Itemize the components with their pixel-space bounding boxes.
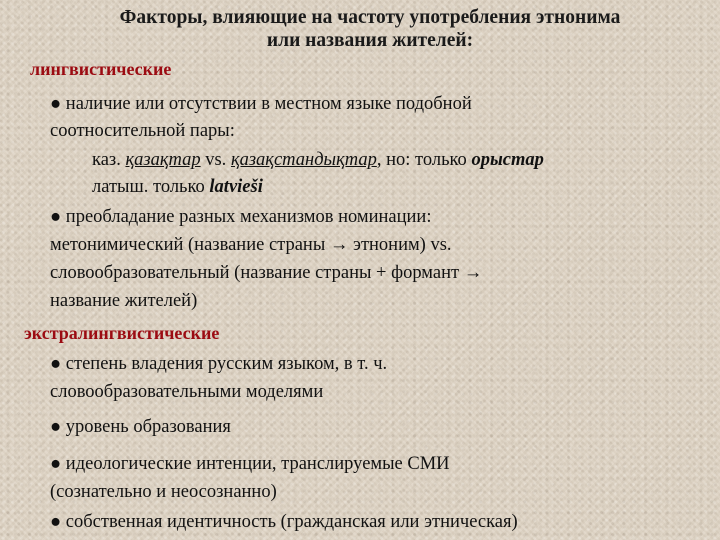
kazakh-word-orystar: орыстар <box>471 150 544 170</box>
latvian-word-latviesi: latvieši <box>209 177 263 197</box>
latvian-example <box>92 175 263 199</box>
kazakh-word-qazaqstandyqtar: қазақстандықтар <box>230 150 377 170</box>
kazakh-example-prefix: каз. <box>92 150 126 170</box>
kazakh-example <box>92 148 544 172</box>
linguistic-point-2-line-1: ● преобладание разных механизмов номинации: <box>50 207 432 227</box>
heading-linguistic: лингвистические <box>30 59 172 79</box>
extralinguistic-point-4-line-1: ● собственная идентичность (гражданская или этническая) <box>50 512 518 532</box>
slide-title-line-1: Факторы, влияющие на частоту употребления этнонима <box>119 7 621 28</box>
extralinguistic-point-3-line-2: (сознательно и неосознанно) <box>50 482 277 502</box>
heading-extralinguistic: экстралингвистические <box>24 323 220 343</box>
kazakh-word-qazaqtar: қазақтар <box>125 150 201 170</box>
kazakh-example-vs: vs. <box>200 150 231 170</box>
linguistic-point-1-line-1: ● наличие или отсутствии в местном языке подобной <box>50 94 472 114</box>
slide-title-line-2: или названия жителей: <box>266 30 474 51</box>
linguistic-point-1-line-2: соотносительной пары: <box>50 121 235 141</box>
extralinguistic-point-1-line-2: словообразовательными моделями <box>50 382 324 402</box>
linguistic-point-2-line-2: метонимический (название страны → этноним) vs. <box>50 235 452 255</box>
linguistic-point-2-line-4: название жителей) <box>50 291 198 311</box>
linguistic-point-2-line-3: словообразовательный (название страны + формант → <box>50 263 483 283</box>
latvian-example-prefix: латыш. только <box>92 177 210 197</box>
slide-title <box>40 6 700 52</box>
extralinguistic-point-3-line-1: ● идеологические интенции, транслируемые СМИ <box>50 454 450 474</box>
extralinguistic-point-1-line-1: ● степень владения русским языком, в т. ч. <box>50 354 388 374</box>
extralinguistic-point-2-line-1: ● уровень образования <box>50 417 231 437</box>
kazakh-example-rest: , но: только <box>376 150 472 170</box>
